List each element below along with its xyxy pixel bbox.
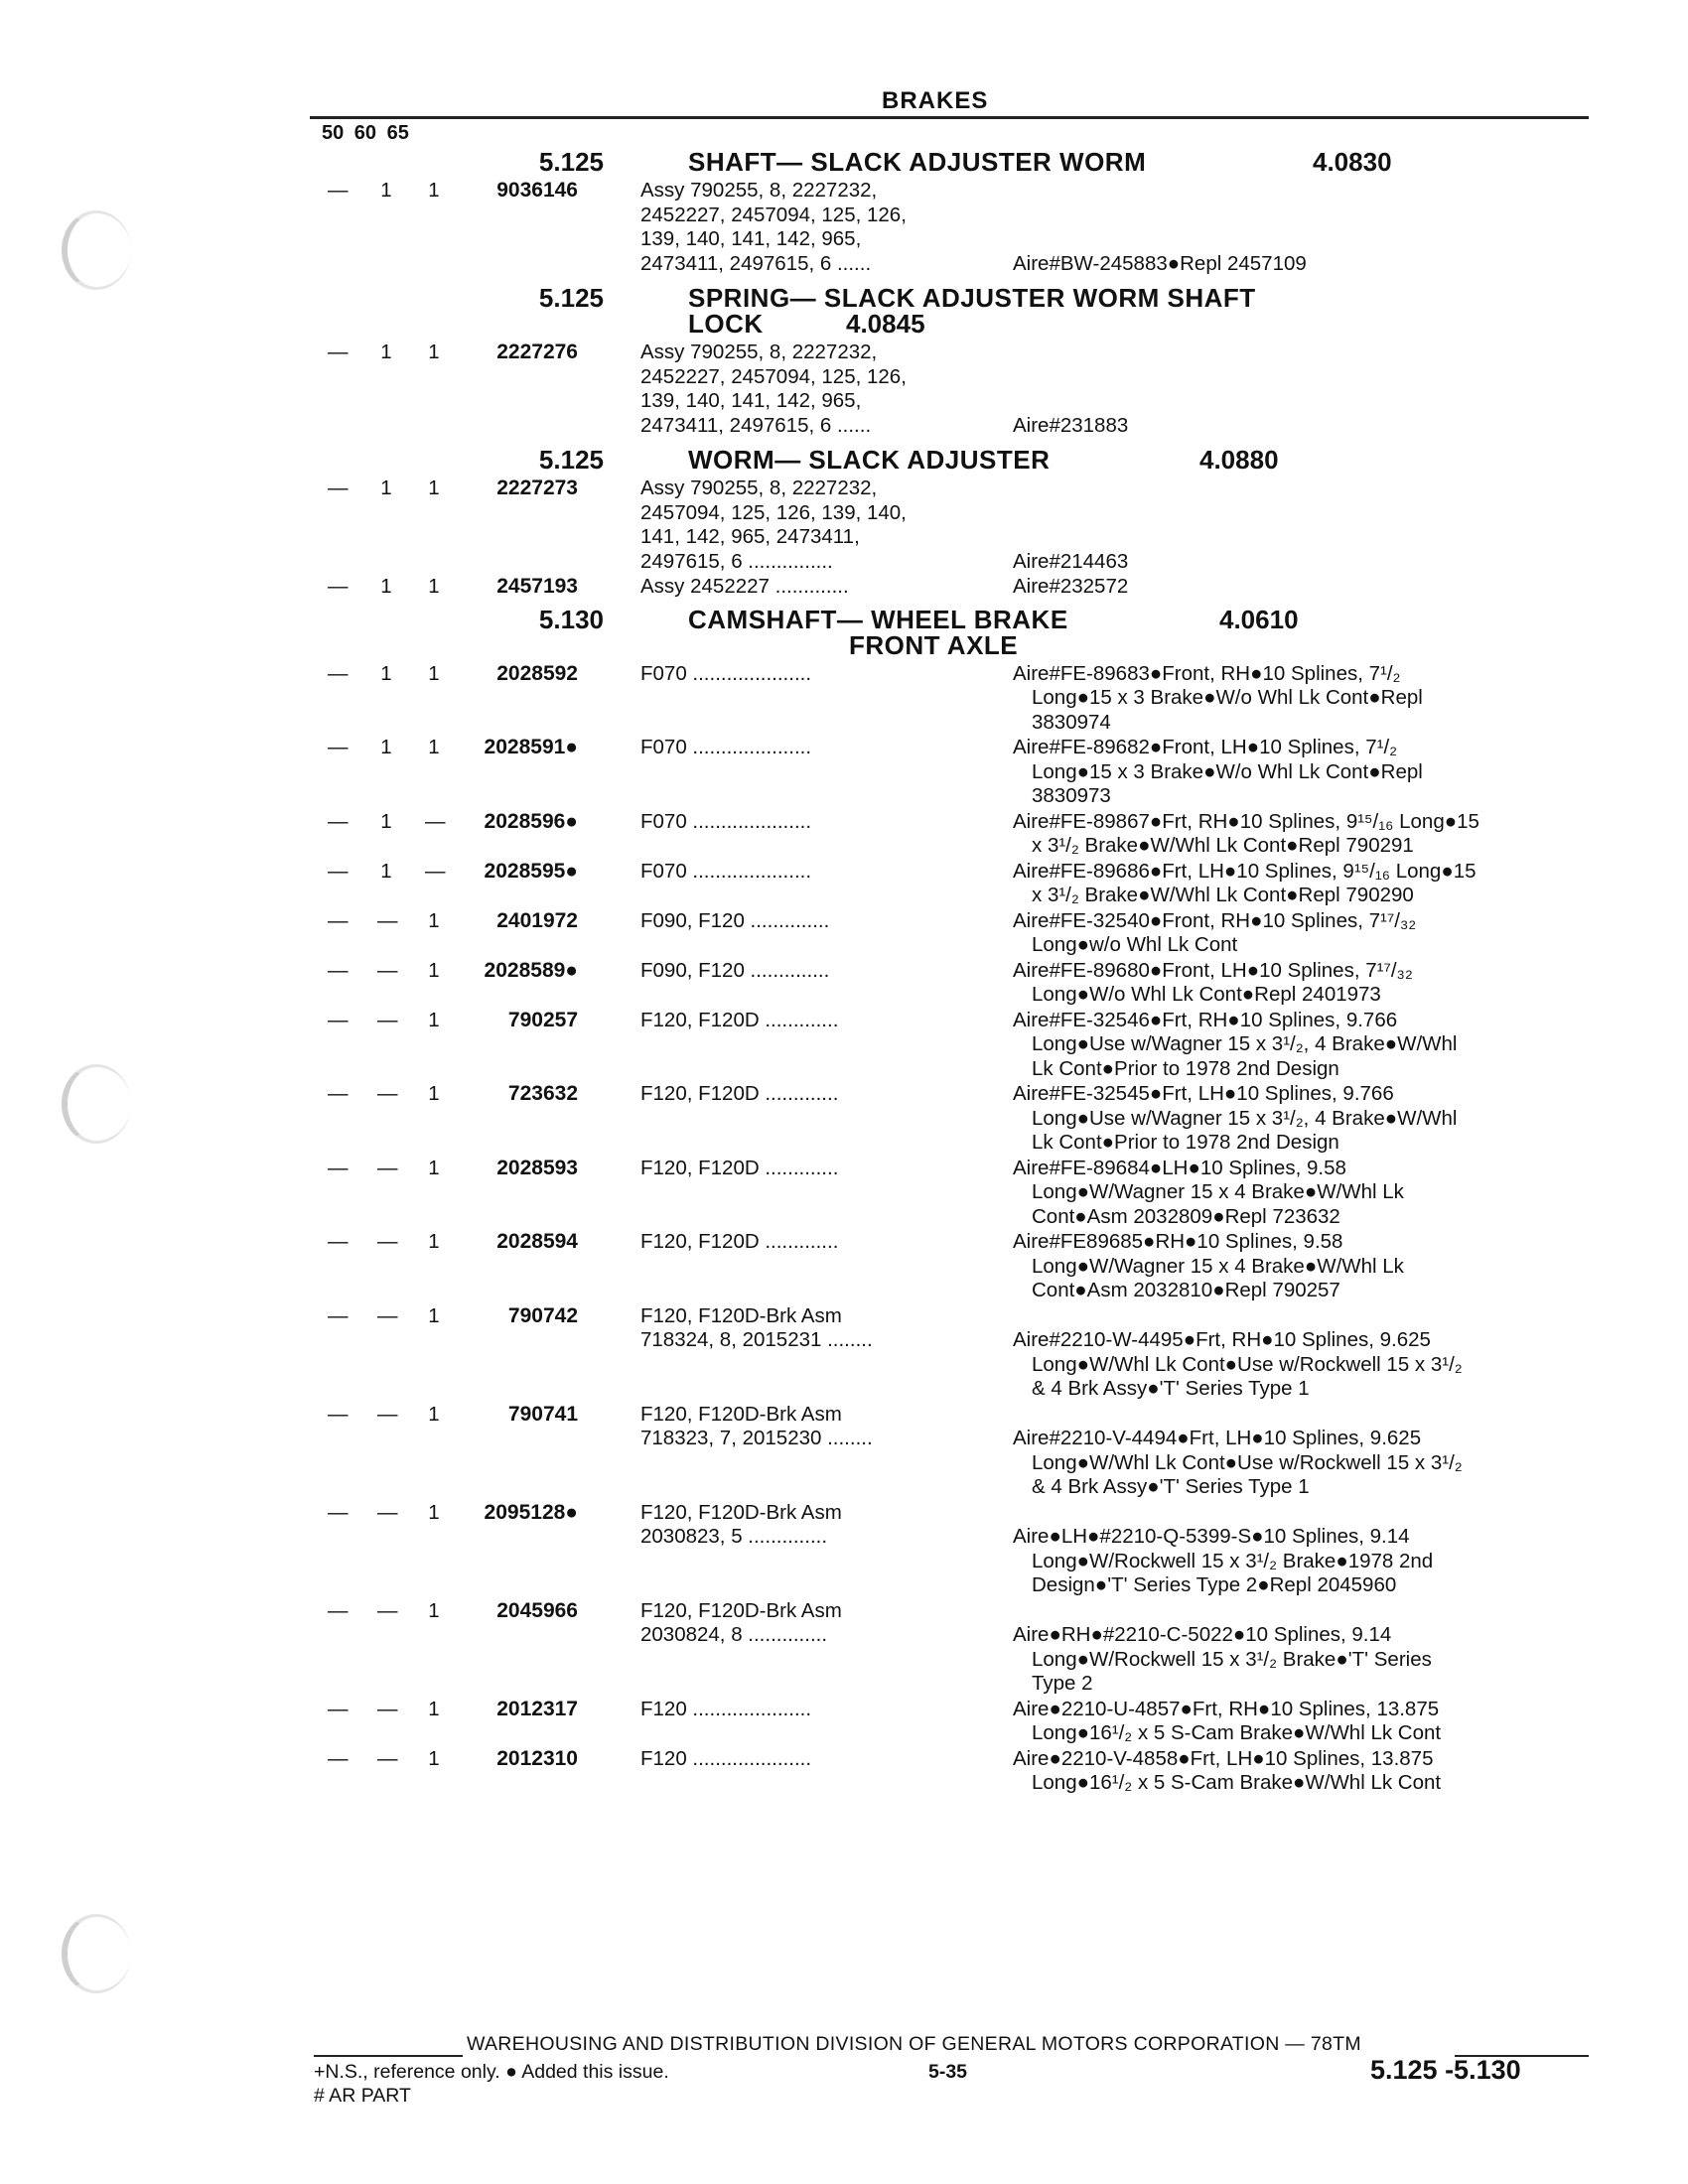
page-title: BRAKES bbox=[882, 87, 989, 114]
description-line: Lk Cont●Prior to 1978 2nd Design bbox=[1032, 1131, 1339, 1154]
section-reference: 4.0845 bbox=[846, 309, 925, 339]
part-description bbox=[1013, 1623, 1589, 1697]
year-50-qty: — bbox=[328, 859, 349, 883]
section-number: 5.125 bbox=[538, 445, 604, 475]
year-65-qty: 1 bbox=[428, 736, 440, 758]
page-number: 5-35 bbox=[928, 2061, 968, 2083]
year-60-qty: — bbox=[377, 1230, 398, 1253]
part-description bbox=[1013, 860, 1589, 908]
part-row bbox=[0, 179, 1688, 277]
section-header bbox=[0, 285, 1688, 341]
part-row bbox=[0, 662, 1688, 737]
part-description bbox=[1013, 810, 1589, 859]
part-description bbox=[1013, 662, 1589, 736]
description-line: Aire●LH●#2210-Q-5399-S●10 Splines, 9.14 bbox=[1013, 1525, 1410, 1548]
year-50-qty: — bbox=[328, 1598, 349, 1622]
footer-publisher: WAREHOUSING AND DISTRIBUTION DIVISION OF GENERAL MOTORS CORPORATION — 78TM bbox=[467, 2033, 1361, 2055]
year-60-qty: 1 bbox=[380, 179, 392, 202]
year-65-qty: 1 bbox=[428, 1008, 440, 1031]
description-line: Aire●2210-V-4858●Frt, LH●10 Splines, 13.875 bbox=[1013, 1746, 1434, 1770]
year-60-qty: 1 bbox=[380, 736, 392, 758]
part-row bbox=[0, 959, 1688, 1009]
year-50-qty: — bbox=[328, 1697, 349, 1720]
application: F120, F120D-Brk Asm 718323, 7, 2015230 ........ bbox=[640, 1402, 873, 1449]
year-60-qty: — bbox=[377, 958, 398, 982]
application: F070 ..................... bbox=[640, 736, 812, 758]
description-line: & 4 Brk Assy●'T' Series Type 1 bbox=[1032, 1377, 1310, 1400]
application: F120, F120D-Brk Asm 718324, 8, 2015231 ........ bbox=[640, 1303, 873, 1351]
year-60-qty: 1 bbox=[380, 859, 392, 883]
year-60-qty: 1 bbox=[380, 661, 392, 685]
part-description bbox=[1013, 1157, 1589, 1230]
year-65-qty: 1 bbox=[428, 1156, 440, 1179]
year-65-qty: 1 bbox=[428, 1082, 440, 1105]
application: F070 ..................... bbox=[640, 859, 812, 883]
part-description bbox=[1013, 959, 1589, 1008]
section-title: SPRING— SLACK ADJUSTER WORM SHAFT bbox=[688, 283, 1256, 313]
section-reference: 4.0880 bbox=[1199, 445, 1279, 475]
description-line: Aire#FE-89684●LH●10 Splines, 9.58 bbox=[1013, 1156, 1346, 1179]
year-60-qty: — bbox=[377, 1746, 398, 1770]
description-line: Long●W/Wagner 15 x 4 Brake●W/Whl Lk bbox=[1032, 1254, 1404, 1278]
part-number: 2095128● bbox=[484, 1500, 578, 1524]
year-60-qty: — bbox=[377, 1156, 398, 1179]
part-number: 2028593 bbox=[496, 1156, 578, 1179]
year-60-qty: 1 bbox=[380, 809, 392, 833]
part-description bbox=[1013, 1230, 1589, 1303]
part-row bbox=[0, 341, 1688, 439]
description-line: Aire●2210-U-4857●Frt, RH●10 Splines, 13.875 bbox=[1013, 1697, 1440, 1720]
application: F120 ..................... bbox=[640, 1746, 812, 1770]
section-reference: 4.0610 bbox=[1219, 604, 1299, 634]
section-reference: 4.0830 bbox=[1313, 147, 1392, 177]
year-50-qty: — bbox=[328, 179, 349, 202]
description-line: 3830973 bbox=[1032, 784, 1111, 807]
description-line: Aire#2210-V-4494●Frt, LH●10 Splines, 9.625 bbox=[1013, 1427, 1422, 1449]
application: Assy 790255, 8, 2227232, 2457094, 125, 126, 139, 140, 141, 142, 965, 2473411, 2497615, 6 ............... bbox=[640, 477, 907, 573]
year-60-qty: — bbox=[377, 1082, 398, 1105]
part-row bbox=[0, 1304, 1688, 1403]
part-description bbox=[1013, 1747, 1589, 1796]
section-title: SHAFT— SLACK ADJUSTER WORM bbox=[688, 147, 1147, 177]
part-description bbox=[1013, 1698, 1589, 1746]
description-line: Cont●Asm 2032810●Repl 790257 bbox=[1032, 1279, 1340, 1301]
year-60-qty: — bbox=[377, 1500, 398, 1524]
part-row bbox=[0, 1230, 1688, 1304]
section-header bbox=[0, 604, 1688, 662]
part-row bbox=[0, 1082, 1688, 1157]
application: F120, F120D ............. bbox=[640, 1156, 839, 1179]
year-50-qty: — bbox=[328, 908, 349, 932]
part-row bbox=[0, 860, 1688, 909]
application: F090, F120 .............. bbox=[640, 958, 830, 982]
year-65-qty: 1 bbox=[428, 908, 440, 932]
part-description bbox=[1013, 1328, 1589, 1402]
section-header bbox=[0, 447, 1688, 477]
year-65-qty: 1 bbox=[428, 1402, 440, 1426]
part-number: 2045966 bbox=[496, 1598, 578, 1622]
part-description bbox=[1013, 909, 1589, 958]
description-line: Aire#FE-32545●Frt, LH●10 Splines, 9.766 bbox=[1013, 1082, 1394, 1105]
description-line: Long●16¹/₂ x 5 S-Cam Brake●W/Whl Lk Cont bbox=[1032, 1771, 1442, 1794]
description-line: Aire#FE89685●RH●10 Splines, 9.58 bbox=[1013, 1230, 1343, 1253]
description-line: Cont●Asm 2032809●Repl 723632 bbox=[1032, 1204, 1340, 1228]
year-60-qty: 1 bbox=[380, 477, 392, 499]
part-description bbox=[1013, 1525, 1589, 1598]
description-line: Aire#FE-89686●Frt, LH●10 Splines, 9¹⁵/₁₆ Long●15 bbox=[1013, 859, 1477, 883]
part-number: 790742 bbox=[507, 1303, 578, 1327]
year-50-qty: — bbox=[328, 341, 349, 363]
description-line: Long●Use w/Wagner 15 x 3¹/₂, 4 Brake●W/Whl bbox=[1032, 1106, 1458, 1130]
application: Assy 790255, 8, 2227232, 2452227, 2457094, 125, 126, 139, 140, 141, 142, 965, 2473411, 2497615, 6 ...... bbox=[640, 341, 907, 437]
part-description bbox=[1013, 1082, 1589, 1156]
year-50-qty: — bbox=[328, 1500, 349, 1524]
description-line: x 3¹/₂ Brake●W/Whl Lk Cont●Repl 790290 bbox=[1032, 884, 1414, 906]
part-description bbox=[1013, 1427, 1589, 1500]
part-number: 2028591● bbox=[484, 736, 578, 758]
footer-legend-ar: # AR PART bbox=[314, 2085, 411, 2107]
year-65-qty: — bbox=[425, 809, 446, 833]
part-row bbox=[0, 1599, 1688, 1698]
year-65-qty: 1 bbox=[428, 1598, 440, 1622]
section-subtitle: LOCK bbox=[688, 309, 764, 339]
description-line: Aire#FE-32546●Frt, RH●10 Splines, 9.766 bbox=[1013, 1008, 1398, 1031]
description-line: Aire#2210-W-4495●Frt, RH●10 Splines, 9.625 bbox=[1013, 1328, 1431, 1351]
year-60-qty: 1 bbox=[380, 341, 392, 363]
year-65-qty: 1 bbox=[428, 1746, 440, 1770]
application: Assy 2452227 ............. bbox=[640, 575, 849, 598]
section-subtitle: FRONT AXLE bbox=[849, 629, 1019, 660]
part-number: 2227273 bbox=[496, 477, 578, 499]
year-65-qty: 1 bbox=[428, 575, 440, 598]
year-60-qty: — bbox=[377, 1697, 398, 1720]
year-65-qty: 1 bbox=[428, 1697, 440, 1720]
year-60-qty: — bbox=[377, 1402, 398, 1426]
year-50-qty: — bbox=[328, 1082, 349, 1105]
year-65-qty: 1 bbox=[428, 341, 440, 363]
footer-legend-ns: +N.S., reference only. ● Added this issue. bbox=[314, 2061, 669, 2083]
year-50-qty: — bbox=[328, 1746, 349, 1770]
part-number: 2028592 bbox=[496, 661, 578, 685]
part-description bbox=[1013, 736, 1589, 809]
part-number: 2028594 bbox=[496, 1230, 578, 1253]
year-60-qty: — bbox=[377, 1008, 398, 1031]
part-description bbox=[1013, 414, 1589, 439]
part-number: 723632 bbox=[507, 1082, 578, 1105]
year-50-qty: — bbox=[328, 477, 349, 499]
description-line: Long●W/Rockwell 15 x 3¹/₂ Brake●1978 2nd bbox=[1032, 1549, 1434, 1572]
year-50-qty: — bbox=[328, 809, 349, 833]
year-50-qty: — bbox=[328, 661, 349, 685]
year-65-qty: 1 bbox=[428, 958, 440, 982]
part-number: 2227276 bbox=[496, 341, 578, 363]
year-65-qty: 1 bbox=[428, 1303, 440, 1327]
description-line: x 3¹/₂ Brake●W/Whl Lk Cont●Repl 790291 bbox=[1032, 834, 1414, 857]
description-line: Long●W/Rockwell 15 x 3¹/₂ Brake●'T' Series bbox=[1032, 1647, 1432, 1671]
year-50-qty: — bbox=[328, 1008, 349, 1031]
part-row bbox=[0, 1403, 1688, 1501]
year-column-headers: 50 60 65 bbox=[322, 122, 409, 144]
part-row bbox=[0, 477, 1688, 575]
section-title: CAMSHAFT— WHEEL BRAKE bbox=[688, 604, 1068, 634]
section-number: 5.130 bbox=[538, 604, 604, 634]
description-line: Aire#231883 bbox=[1013, 413, 1129, 437]
binder-hole bbox=[62, 1914, 131, 1993]
description-line: Long●W/o Whl Lk Cont●Repl 2401973 bbox=[1032, 983, 1381, 1006]
part-number: 2028589● bbox=[484, 958, 578, 982]
part-row bbox=[0, 1157, 1688, 1231]
part-number: 9036146 bbox=[496, 179, 578, 202]
application: F120, F120D ............. bbox=[640, 1082, 839, 1105]
description-line: Aire#FE-89867●Frt, RH●10 Splines, 9¹⁵/₁₆ Long●15 bbox=[1013, 809, 1479, 833]
description-line: Lk Cont●Prior to 1978 2nd Design bbox=[1032, 1056, 1339, 1080]
application: F120 ..................... bbox=[640, 1697, 812, 1720]
application: Assy 790255, 8, 2227232, 2452227, 2457094, 125, 126, 139, 140, 141, 142, 965, 2473411, 2497615, 6 ...... bbox=[640, 179, 907, 275]
description-line: Aire#FE-32540●Front, RH●10 Splines, 7¹⁷/₃₂ bbox=[1013, 908, 1417, 932]
year-60-qty: — bbox=[377, 908, 398, 932]
year-60-qty: 1 bbox=[380, 575, 392, 598]
application: F070 ..................... bbox=[640, 809, 812, 833]
part-description bbox=[1013, 550, 1589, 575]
year-65-qty: 1 bbox=[428, 179, 440, 202]
part-description bbox=[1013, 1009, 1589, 1082]
year-50-qty: — bbox=[328, 1303, 349, 1327]
part-number: 2457193 bbox=[496, 575, 578, 598]
description-line: Long●15 x 3 Brake●W/o Whl Lk Cont●Repl bbox=[1032, 759, 1423, 783]
description-line: Aire#FE-89680●Front, LH●10 Splines, 7¹⁷/₃₂ bbox=[1013, 958, 1413, 982]
part-number: 790741 bbox=[507, 1402, 578, 1426]
part-number: 2028596● bbox=[484, 809, 578, 833]
part-number: 2401972 bbox=[496, 908, 578, 932]
part-row bbox=[0, 1009, 1688, 1083]
year-65-qty: 1 bbox=[428, 477, 440, 499]
year-65-qty: 1 bbox=[428, 661, 440, 685]
year-50-qty: — bbox=[328, 1230, 349, 1253]
year-50-qty: — bbox=[328, 1402, 349, 1426]
part-number: 2028595● bbox=[484, 859, 578, 883]
description-line: Aire●RH●#2210-C-5022●10 Splines, 9.14 bbox=[1013, 1623, 1392, 1646]
year-60-qty: — bbox=[377, 1303, 398, 1327]
description-line: Long●W/Whl Lk Cont●Use w/Rockwell 15 x 3¹/₂ bbox=[1032, 1352, 1463, 1376]
description-line: & 4 Brk Assy●'T' Series Type 1 bbox=[1032, 1475, 1310, 1498]
description-line: Long●15 x 3 Brake●W/o Whl Lk Cont●Repl bbox=[1032, 686, 1423, 709]
description-line: 3830974 bbox=[1032, 710, 1111, 734]
description-line: Aire#214463 bbox=[1013, 549, 1129, 573]
description-line: Design●'T' Series Type 2●Repl 2045960 bbox=[1032, 1573, 1397, 1596]
year-65-qty: — bbox=[425, 859, 446, 883]
year-50-qty: — bbox=[328, 958, 349, 982]
description-line: Aire#BW-245883●Repl 2457109 bbox=[1013, 251, 1307, 275]
description-line: Long●Use w/Wagner 15 x 3¹/₂, 4 Brake●W/Whl bbox=[1032, 1032, 1458, 1055]
description-line: Aire#232572 bbox=[1013, 575, 1129, 598]
section-number: 5.125 bbox=[538, 283, 604, 313]
description-line: Long●16¹/₂ x 5 S-Cam Brake●W/Whl Lk Cont bbox=[1032, 1721, 1442, 1744]
application: F120, F120D ............. bbox=[640, 1230, 839, 1253]
description-line: Long●w/o Whl Lk Cont bbox=[1032, 933, 1238, 956]
header-rule bbox=[310, 116, 1589, 119]
description-line: Type 2 bbox=[1032, 1672, 1093, 1695]
description-line: Aire#FE-89682●Front, LH●10 Splines, 7¹/₂ bbox=[1013, 736, 1398, 758]
description-line: Aire#FE-89683●Front, RH●10 Splines, 7¹/₂ bbox=[1013, 661, 1401, 685]
section-number: 5.125 bbox=[538, 147, 604, 177]
part-row bbox=[0, 1747, 1688, 1797]
part-row bbox=[0, 1698, 1688, 1747]
year-60-qty: — bbox=[377, 1598, 398, 1622]
application: F120, F120D-Brk Asm 2030824, 8 .............. bbox=[640, 1598, 842, 1646]
part-description bbox=[1013, 252, 1589, 277]
section-header bbox=[0, 149, 1688, 179]
part-row bbox=[0, 736, 1688, 810]
application: F120, F120D ............. bbox=[640, 1008, 839, 1031]
part-row bbox=[0, 575, 1688, 601]
year-50-qty: — bbox=[328, 736, 349, 758]
part-number: 2012317 bbox=[496, 1697, 578, 1720]
section-range: 5.125 -5.130 bbox=[1370, 2055, 1521, 2085]
year-65-qty: 1 bbox=[428, 1500, 440, 1524]
parts-list bbox=[0, 149, 1688, 1797]
description-line: Long●W/Wagner 15 x 4 Brake●W/Whl Lk bbox=[1032, 1180, 1404, 1203]
part-row bbox=[0, 810, 1688, 860]
part-number: 790257 bbox=[507, 1008, 578, 1031]
part-description bbox=[1013, 575, 1589, 600]
section-title: WORM— SLACK ADJUSTER bbox=[688, 445, 1051, 475]
year-65-qty: 1 bbox=[428, 1230, 440, 1253]
part-number: 2012310 bbox=[496, 1746, 578, 1770]
application: F090, F120 .............. bbox=[640, 908, 830, 932]
part-row bbox=[0, 1501, 1688, 1599]
year-50-qty: — bbox=[328, 575, 349, 598]
application: F120, F120D-Brk Asm 2030823, 5 .............. bbox=[640, 1500, 842, 1548]
footer-rule bbox=[314, 2055, 463, 2057]
part-row bbox=[0, 909, 1688, 959]
year-50-qty: — bbox=[328, 1156, 349, 1179]
description-line: Long●W/Whl Lk Cont●Use w/Rockwell 15 x 3¹/₂ bbox=[1032, 1450, 1463, 1474]
application: F070 ..................... bbox=[640, 661, 812, 685]
